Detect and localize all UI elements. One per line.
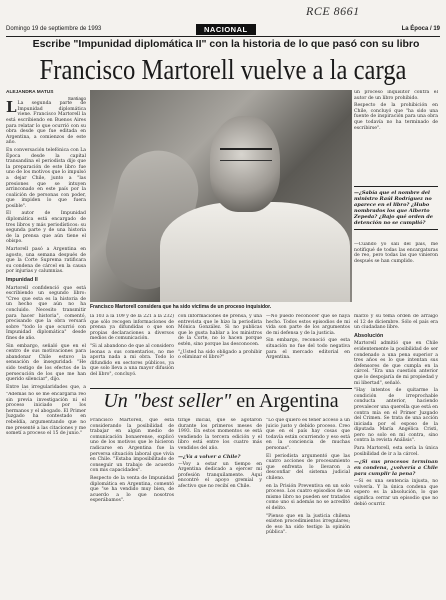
paragraph: Martorell admitió que en Chile evidentemente la posibilidad de ser condenado a una pena superior a tres años es lo que intentan sus defensores de que cumpla en la cárcel. "Era una cuestión anterior que lo despojaría de mi propiedad y mi libertad", señaló.: [354, 341, 438, 386]
photo-shirt: [160, 202, 350, 302]
paragraph: "Lo que quiero es tener acceso a un juicio justo y debido proceso. Creo que en el país hay cosas que todavía están ocurriendo y eso está en la conciencia de muchas personas".: [266, 418, 350, 451]
page-header: [6, 24, 440, 35]
substory-title-rest: en Argentina: [236, 390, 339, 412]
substory-column-2: [178, 418, 262, 596]
paragraph: Francisco Martorell, que está considerando la posibilidad de trabajar en algún medio de comunicación bonaerense, explicó uno de los motivos que le hicieron radicarse en Argentina fue la perversa situación laboral que vivía en Chile. "Estaba imposibilitado de conseguir un trabajo de acuerdo con mis capacidades".: [90, 418, 174, 474]
substory-title: [90, 390, 352, 413]
photo-face: [210, 116, 280, 212]
paragraph: —No puedo reconocer que se haya hecho. Todos estos episodios de mi vida son parte de los argumentos de mi defensa y de la justicia.: [266, 314, 350, 336]
paragraph: Respecto de la venta de Impunidad diplomática en Argentina, comentó que "se ha vendido muy bien, de acuerdo a lo que nosotros esperábamos".: [90, 475, 174, 504]
paragraph: "¿Usted ha sido obligado a prohibir o eliminar el libro?": [178, 349, 262, 361]
paragraph: Entre las irregularidades que, a: [6, 384, 86, 390]
substory-column-1: [90, 418, 174, 596]
column-right-upper: [354, 90, 438, 184]
section-label: NACIONAL: [196, 24, 256, 35]
photo-caption: Francisco Martorell considera que ha sido víctima de un proceso inquisidor.: [90, 304, 272, 310]
substory-title-quoted: Un "best seller": [103, 390, 232, 412]
paragraph: L La segunda parte de Impunidad diplomática viene. Francisco Martorell la está escribiendo en Buenos Aires para relatar lo que ocurrió con su obra desde que fue editada en Argentina, a comienzos de este año.: [6, 98, 86, 146]
issue-date: Domingo 19 de septiembre de 1993: [6, 26, 102, 32]
column-1: [6, 90, 86, 390]
question: —¿Va a volver a Chile?: [178, 453, 241, 460]
paragraph: Sin embargo, reconoció que esta situación no fue del todo negativa para el mercado editorial en Argentina.: [266, 338, 350, 361]
paragraph: la 103 a la 109 y de la 221 a la 232) que sólo recogen informaciones de prensa ya difundidas o que son propias declaraciones a diversos medios de comunicación.: [90, 314, 174, 342]
paragraph: "Hay intentos de quitarme la condición de irreprochable conducta anterior, haciendo prevalecer una querella que está en contra mía en el Primer Juzgado del Crimen. Se trata de una acción iniciada por el esposo de la diputada María Angélica Cristi, pero no solo en mi contra, sino contra la revista Análisis".: [354, 388, 438, 444]
byline-name: ALEJANDRA MATUS: [6, 90, 54, 95]
byline-location: Santiago: [67, 95, 86, 101]
paragraph: Martorell confidenció que está escribiendo un segundo libro: "Creo que esta es la historia de un hecho que aún no ha concluido. Necesito transmitir para hacer historia", comentó, precisando que la obra versará sobre "todo lo que ocurrió con Impunidad diplomática" desde fines de año.: [6, 285, 86, 341]
photo-glasses: [220, 148, 272, 161]
paragraph: "Si al abandono de que al considero leonas a sus comentarios, no me aporta nada a mi obra. Todo lo difundido en sectores públicos, ya que solo lleva a una mayor difusión del libro", concluyó.: [90, 343, 174, 377]
paragraph: —Cuando yo salí del país, me notifiqué de todas las encargaturas de reo, pero todas las que vinieron después se han cumplido.: [354, 242, 438, 264]
question: —¿Si sus procesos terminan en condena, ¿volvería a Chile para cumplir la pena?: [354, 459, 438, 478]
portrait-photo: [90, 90, 352, 302]
column-2: [90, 314, 174, 386]
paragraph: —Si es una sentencia injusta, no volvería. Y la única condena que espero es la absolución, lo que significa cerrar un episodio que no debió ocurrir.: [354, 479, 438, 507]
archive-stamp: RCE 8661: [306, 4, 360, 18]
header-rule: [6, 36, 440, 37]
paragraph: en la Prisión Preventiva en un solo proceso. Los cuatro episodios de un mismo libro no pueden ser tratados como uno si además no se acreditó el delito.: [266, 483, 350, 511]
paragraph: marzo y su tema orden de arraigo el 12 de diciembre. Sólo el país era un ciudadano libre.: [354, 314, 438, 331]
paragraph: El periodista argumentó que las cuatro acciones de procesamiento que enfrenta lo llevaron a desconfiar del sistema judicial chileno.: [266, 453, 350, 481]
paragraph: un proceso inquisitor contra el autor de un libro prohibido.: [354, 90, 438, 101]
column-3: [178, 314, 262, 386]
column-4: [266, 314, 350, 386]
crosshead-absolucion: Absolución: [354, 332, 384, 339]
paragraph: Para Martorell, esta sería la única posibilidad de ir a la cárcel.: [354, 446, 438, 457]
paragraph: Martorell pasó a Argentina en agosto, una semana después de que la Corte Suprema ratificara su condena de cárcel en la causa por injurias y calumnias.: [6, 247, 86, 275]
column-right-middle: [354, 242, 438, 312]
paper-name: La Época / 19: [401, 26, 440, 32]
paragraph: Respecto de la prohibición en Chile, concluyó que "ha sido una fuente de inspiración para una obra que todavía no ha terminado de escribirse".: [354, 103, 438, 131]
column-5: [354, 314, 438, 596]
article-subhead: Escribe "Impunidad diplomática II" con la historia de lo que pasó con su libro: [32, 38, 420, 50]
paragraph: Sin embargo, señaló que en el centro de sus motivaciones para abandonar Chile estuvo la sensación de inseguridad: "He sido testigo de los efectos de la persecución de los que me han querido silenciar", dijo.: [6, 343, 86, 383]
substory-column-3: [266, 418, 350, 596]
crosshead-impunidad: Impunidad II: [6, 277, 38, 283]
article-headline: Francisco Martorell vuelve a la carga: [39, 55, 407, 86]
column-1-continued: [6, 392, 86, 596]
paragraph: El autor de Impunidad diplomática está encargado de tres libros y más periodísticos: su segunda parte y de una historia de la prensa que aún tiene el obispo.: [6, 211, 86, 245]
substory-rule: [90, 388, 352, 389]
pull-quote: [354, 186, 438, 230]
newspaper-page: [6, 4, 440, 596]
paragraph: tiraje inicial, que se agotaron durante los primeros meses de 1993. En estos momentos se está vendiendo la tercera edición y el libro está entre los cuatro más vendidos del año.: [178, 418, 262, 451]
paragraph: —Voy a estar un tiempo en Argentina dedicado a ejercer mi profesión tranquilamente. Aquí encontré el apoyo gremial y afectivo que no recibí en Chile.: [178, 461, 262, 489]
paragraph: "Pienso que en la justicia chilena existen procedimientos irregulares; de eso ha sido testigo la opinión pública".: [266, 513, 350, 536]
paragraph: con informaciones de prensa, y una entrevista que le hizo la periodista Mónica González. Si no publicas que le gusta hablar a los ministros de la Corte, no lo hacen porque estén, sino porque las desconocen.: [178, 314, 262, 347]
paragraph: "Además no se me encargaría reo sin previa investigación ni el proceso iniciado por los hermanos y el abogado. El Primer Juzgado ha contestado en rebeldía, argumentando que no me presenté a las citaciones y me sometí a proceso el 15 de junio.": [6, 392, 86, 437]
pull-quote-text: —¿Sabía que el nombre del ministro Raúl Rodríguez no aparece en el libro? ¿Hubo nombrados los que Alberto Zepeda? ¿Bajo qué orden de detención no se cumplió?: [354, 190, 433, 226]
paragraph: En conversación telefónica con La Época desde la capital transandina el periodista dijo que la preparación de este libro fue uno de los motivos que lo impulsó a dejar Chile, junto a "las presiones que se intuyen arrinconado en este país por la coalición de personas con poder, que impiden lo que fuera posible".: [6, 147, 86, 209]
